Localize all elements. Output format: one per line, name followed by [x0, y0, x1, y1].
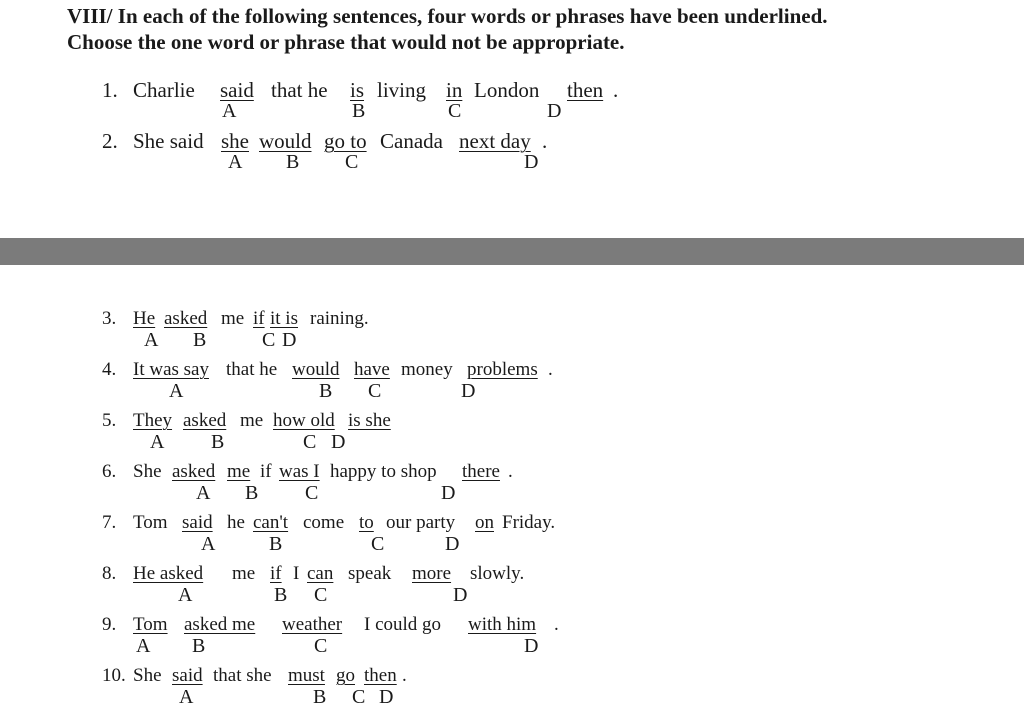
- underlined-option-b[interactable]: must: [288, 665, 325, 686]
- underlined-option-b[interactable]: asked: [164, 308, 208, 329]
- option-letter-a: A: [144, 329, 159, 351]
- option-letter-c: C: [448, 100, 462, 122]
- option-letter-d: D: [461, 380, 476, 402]
- underlined-option-b[interactable]: would: [292, 359, 340, 380]
- underlined-option-d[interactable]: it is: [270, 308, 298, 329]
- question-7: [102, 510, 602, 560]
- underlined-option-a[interactable]: They: [133, 410, 173, 431]
- question-number: 8.: [102, 563, 117, 584]
- question-4: [102, 357, 582, 407]
- underlined-option-d[interactable]: problems: [467, 359, 538, 380]
- option-letter-c: C: [303, 431, 317, 453]
- option-letter-c: C: [314, 584, 328, 606]
- sentence-text: slowly.: [470, 563, 525, 584]
- option-letter-a: A: [169, 380, 184, 402]
- instruction-line-2: Choose the one word or phrase that would not be appropriate.: [67, 30, 625, 54]
- question-1: [102, 77, 662, 127]
- question-number: 1.: [102, 78, 118, 102]
- underlined-option-a[interactable]: said: [182, 512, 213, 533]
- sentence-text: money: [401, 359, 453, 380]
- underlined-option-b[interactable]: asked me: [184, 614, 256, 635]
- underlined-option-c[interactable]: can: [307, 563, 334, 584]
- option-letter-a: A: [228, 151, 243, 173]
- sentence-text: me: [221, 308, 245, 329]
- question-number: 6.: [102, 461, 117, 482]
- sentence-punctuation: .: [554, 614, 559, 635]
- sentence-text: me: [240, 410, 264, 431]
- option-letter-b: B: [245, 482, 259, 504]
- question-number: 3.: [102, 308, 117, 329]
- underlined-option-d[interactable]: with him: [468, 614, 537, 635]
- underlined-option-a[interactable]: asked: [172, 461, 216, 482]
- option-letter-c: C: [345, 151, 359, 173]
- underlined-option-c[interactable]: to: [359, 512, 374, 533]
- question-6: [102, 459, 542, 509]
- option-letter-a: A: [178, 584, 193, 606]
- underlined-option-d[interactable]: on: [475, 512, 494, 533]
- underlined-option-a[interactable]: He: [133, 308, 156, 329]
- page-divider-bar: [0, 238, 1024, 265]
- option-letter-d: D: [547, 100, 562, 122]
- underlined-option-c[interactable]: if: [253, 308, 265, 329]
- underlined-option-b[interactable]: can't: [253, 512, 289, 533]
- underlined-option-d[interactable]: is she: [348, 410, 391, 431]
- question-2: [102, 128, 662, 178]
- underlined-option-b[interactable]: asked: [183, 410, 227, 431]
- underlined-option-d[interactable]: more: [412, 563, 452, 584]
- underlined-option-a[interactable]: she: [221, 129, 249, 153]
- sentence-text: London: [474, 78, 540, 102]
- instruction-line-1: VIII/ In each of the following sentences, four words or phrases have been underlined.: [67, 4, 828, 28]
- sentence-text: that she: [213, 665, 272, 686]
- option-letter-b: B: [274, 584, 288, 606]
- sentence-text: our party: [386, 512, 456, 533]
- sentence-text: Tom: [133, 512, 168, 533]
- sentence-text: raining.: [310, 308, 369, 329]
- option-letter-d: D: [282, 329, 297, 351]
- underlined-option-d[interactable]: next day: [459, 129, 531, 153]
- option-letter-c: C: [314, 635, 328, 657]
- sentence-text: I: [293, 563, 300, 584]
- option-letter-b: B: [313, 686, 327, 708]
- sentence-punctuation: .: [402, 665, 407, 686]
- option-letter-b: B: [269, 533, 283, 555]
- underlined-option-c[interactable]: have: [354, 359, 390, 380]
- option-letter-c: C: [305, 482, 319, 504]
- sentence-text: She said: [133, 129, 204, 153]
- question-10: [102, 663, 442, 713]
- sentence-text: speak: [348, 563, 392, 584]
- option-letter-b: B: [352, 100, 366, 122]
- underlined-option-a[interactable]: He asked: [133, 563, 204, 584]
- sentence-text: Friday.: [502, 512, 556, 533]
- option-letter-d: D: [441, 482, 456, 504]
- sentence-text: me: [232, 563, 256, 584]
- option-letter-a: A: [150, 431, 165, 453]
- sentence-punctuation: .: [542, 129, 548, 153]
- underlined-option-c[interactable]: go: [336, 665, 355, 686]
- question-number: 5.: [102, 410, 117, 431]
- option-letter-c: C: [371, 533, 385, 555]
- underlined-option-d[interactable]: there: [462, 461, 500, 482]
- option-letter-a: A: [136, 635, 151, 657]
- sentence-text: come: [303, 512, 345, 533]
- option-letter-d: D: [524, 635, 539, 657]
- underlined-option-c[interactable]: go to: [324, 129, 367, 153]
- option-letter-b: B: [192, 635, 206, 657]
- underlined-option-b[interactable]: me: [227, 461, 251, 482]
- sentence-text: he: [227, 512, 245, 533]
- option-letter-a: A: [179, 686, 194, 708]
- underlined-option-d[interactable]: then: [364, 665, 397, 686]
- underlined-option-b[interactable]: is: [350, 78, 365, 102]
- question-number: 4.: [102, 359, 117, 380]
- underlined-option-a[interactable]: said: [172, 665, 203, 686]
- question-number: 7.: [102, 512, 117, 533]
- question-number: 9.: [102, 614, 117, 635]
- sentence-punctuation: .: [508, 461, 513, 482]
- option-letter-a: A: [196, 482, 211, 504]
- underlined-option-a[interactable]: said: [220, 78, 254, 102]
- option-letter-d: D: [379, 686, 394, 708]
- sentence-text: Canada: [380, 129, 443, 153]
- sentence-text: if: [260, 461, 272, 482]
- sentence-text: She: [133, 665, 162, 686]
- question-9: [102, 612, 582, 662]
- underlined-option-b[interactable]: if: [270, 563, 282, 584]
- sentence-punctuation: .: [548, 359, 553, 380]
- option-letter-c: C: [368, 380, 382, 402]
- underlined-option-a[interactable]: It was say: [133, 359, 209, 380]
- option-letter-d: D: [331, 431, 346, 453]
- sentence-text: living: [377, 78, 427, 102]
- option-letter-b: B: [193, 329, 207, 351]
- exercise-instruction: [67, 3, 1017, 55]
- option-letter-a: A: [222, 100, 237, 122]
- option-letter-b: B: [319, 380, 333, 402]
- sentence-text: happy to shop: [330, 461, 437, 482]
- question-number: 10.: [102, 665, 126, 686]
- underlined-option-a[interactable]: Tom: [133, 614, 168, 635]
- underlined-option-c[interactable]: in: [446, 78, 463, 102]
- question-5: [102, 408, 442, 458]
- option-letter-d: D: [445, 533, 460, 555]
- sentence-text: Charlie: [133, 78, 195, 102]
- option-letter-b: B: [211, 431, 225, 453]
- sentence-text: that he: [226, 359, 278, 380]
- sentence-text: I could go: [364, 614, 442, 635]
- underlined-option-d[interactable]: then: [567, 78, 604, 102]
- option-letter-a: A: [201, 533, 216, 555]
- question-number: 2.: [102, 129, 118, 153]
- option-letter-d: D: [453, 584, 468, 606]
- question-8: [102, 561, 562, 611]
- sentence-punctuation: .: [613, 78, 619, 102]
- sentence-text: She: [133, 461, 162, 482]
- option-letter-c: C: [262, 329, 276, 351]
- sentence-text: that he: [271, 78, 328, 102]
- question-3: [102, 306, 502, 356]
- underlined-option-c[interactable]: weather: [282, 614, 343, 635]
- option-letter-b: B: [286, 151, 300, 173]
- underlined-option-c[interactable]: was I: [279, 461, 320, 482]
- underlined-option-b[interactable]: would: [259, 129, 312, 153]
- option-letter-d: D: [524, 151, 539, 173]
- option-letter-c: C: [352, 686, 366, 708]
- underlined-option-c[interactable]: how old: [273, 410, 335, 431]
